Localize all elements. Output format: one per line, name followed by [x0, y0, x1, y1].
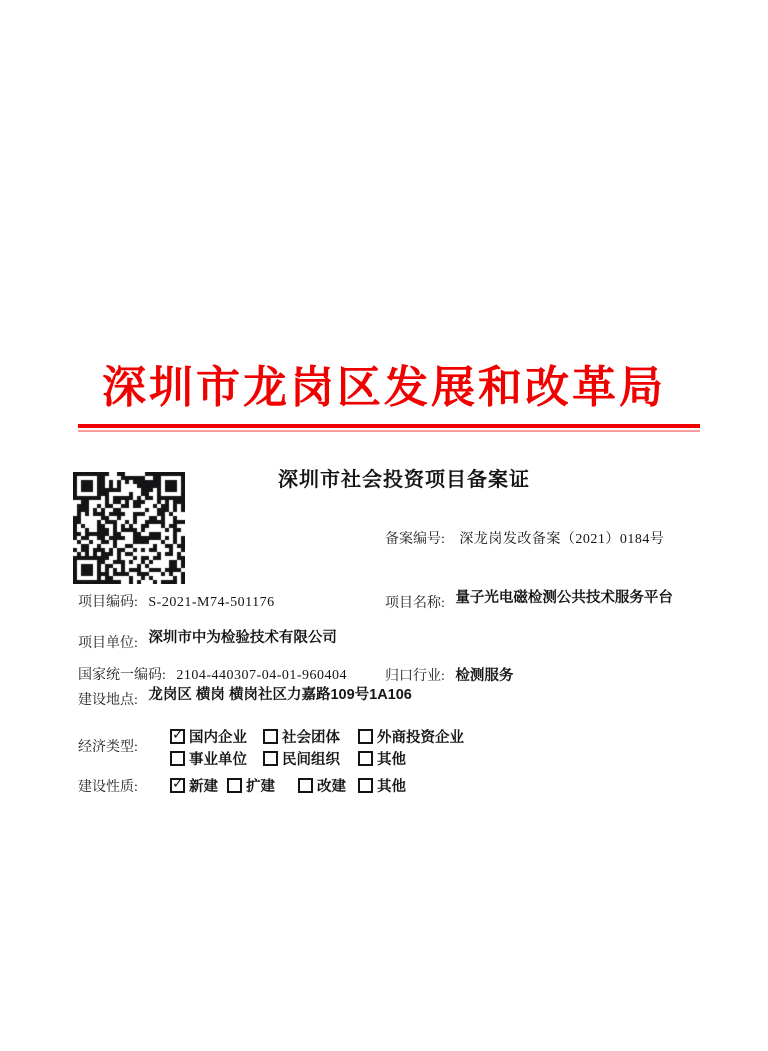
filing-number [385, 528, 664, 548]
project-name-label: 项目名称: [385, 596, 445, 611]
checkbox-label: 新建 [189, 779, 218, 795]
checkbox-new-construction[interactable] [170, 775, 218, 796]
checkbox-label: 扩建 [246, 779, 275, 795]
checkbox-icon[interactable] [358, 751, 373, 766]
field-project-name [385, 591, 673, 612]
checkbox-economic-other[interactable] [358, 748, 406, 769]
checkbox-label: 改建 [317, 779, 346, 795]
checkbox-icon[interactable] [227, 778, 242, 793]
national-code-label: 国家统一编码: [78, 668, 166, 683]
divider-line-thick [78, 424, 700, 428]
project-unit-label: 项目单位: [78, 636, 138, 651]
agency-title: 深圳市龙岗区发展和改革局 [102, 363, 666, 412]
checkbox-public-institution[interactable] [170, 748, 247, 769]
national-code-value: 2104-440307-04-01-960404 [176, 668, 348, 683]
checkbox-label: 其他 [377, 752, 406, 768]
checkbox-label: 事业单位 [189, 752, 247, 768]
checkbox-label: 外商投资企业 [377, 730, 464, 746]
field-project-unit [78, 631, 337, 652]
checkbox-civil-organization[interactable] [263, 748, 340, 769]
checkbox-social-organization[interactable] [263, 726, 340, 747]
checkbox-domestic-enterprise[interactable] [170, 726, 247, 747]
field-national-code [78, 664, 347, 684]
field-location [78, 688, 412, 709]
construction-nature-label: 建设性质: [78, 780, 138, 795]
field-industry [385, 664, 513, 685]
checkbox-label: 民间组织 [282, 752, 340, 768]
location-label: 建设地点: [78, 693, 138, 708]
checkbox-icon[interactable] [358, 729, 373, 744]
checkbox-icon[interactable] [358, 778, 373, 793]
qr-code-icon [73, 472, 185, 584]
industry-label: 归口行业: [385, 669, 445, 684]
checkbox-nature-other[interactable] [358, 775, 406, 796]
economic-type-label: 经济类型: [78, 740, 138, 755]
checkbox-renovation[interactable] [298, 775, 346, 796]
checkbox-icon[interactable] [263, 751, 278, 766]
certificate-title: 深圳市社会投资项目备案证 [278, 469, 530, 491]
header-divider [78, 424, 700, 432]
checkbox-foreign-investment[interactable] [358, 726, 464, 747]
construction-nature-label-row [78, 776, 138, 796]
checkbox-label: 其他 [377, 779, 406, 795]
checkbox-icon[interactable] [170, 751, 185, 766]
project-code-value: S-2021-M74-501176 [148, 595, 275, 610]
industry-value: 检测服务 [455, 668, 514, 684]
project-name-value: 量子光电磁检测公共技术服务平台 [455, 590, 673, 606]
project-unit-value: 深圳市中为检验技术有限公司 [148, 630, 337, 646]
checkbox-icon[interactable] [170, 729, 185, 744]
divider-line-thin [78, 430, 700, 432]
filing-number-label: 备案编号: [385, 532, 445, 547]
field-project-code [78, 591, 275, 611]
checkbox-icon[interactable] [298, 778, 313, 793]
checkbox-icon[interactable] [263, 729, 278, 744]
project-code-label: 项目编码: [78, 595, 138, 610]
checkbox-expansion[interactable] [227, 775, 275, 796]
economic-type-label-row [78, 736, 138, 756]
checkbox-label: 社会团体 [282, 730, 340, 746]
filing-number-value: 深龙岗发改备案（2021）0184号 [459, 532, 665, 547]
location-value: 龙岗区 横岗 横岗社区力嘉路109号1A106 [148, 687, 412, 703]
checkbox-label: 国内企业 [189, 730, 247, 746]
checkbox-icon[interactable] [170, 778, 185, 793]
